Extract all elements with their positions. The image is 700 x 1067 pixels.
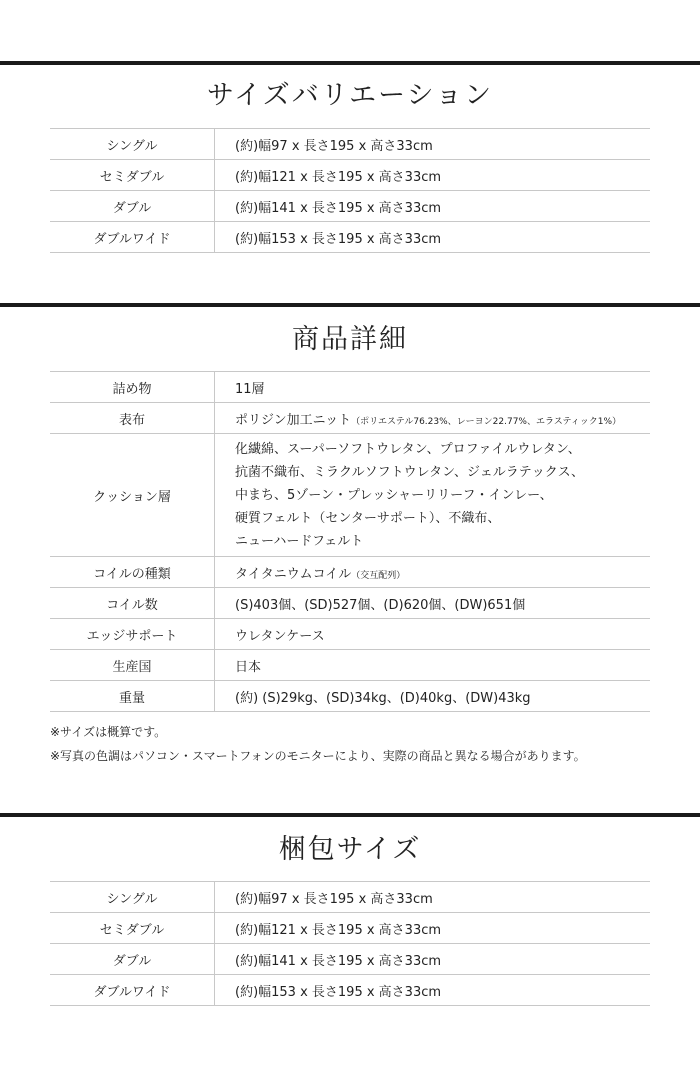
table-row: [50, 681, 650, 712]
table-row: [50, 557, 650, 588]
origin-value: 日本: [215, 650, 651, 681]
weight-label: 重量: [50, 681, 215, 712]
cushion-line: 硬質フェルト（センターサポート）、不織布、: [235, 510, 501, 526]
cover-label: 表布: [50, 403, 215, 434]
coil-type-note: （交互配列）: [351, 570, 406, 581]
edge-support-label: エッジサポート: [50, 619, 215, 650]
package-label: セミダブル: [50, 913, 215, 944]
cushion-line: 中まち、5ゾーン・プレッシャーリリーフ・インレー、: [235, 487, 553, 503]
table-row: [50, 650, 650, 681]
cover-note: （ポリエステル76.23%、レーヨン22.77%、エラスティック1%）: [351, 416, 622, 427]
table-row: [50, 975, 650, 1006]
package-value: (約)幅153 x 長さ195 x 高さ33cm: [215, 975, 651, 1006]
cushion-line: 化繊綿、スーパーソフトウレタン、プロファイルウレタン、: [235, 441, 581, 457]
table-row: [50, 191, 650, 222]
coil-count-value: (S)403個、(SD)527個、(D)620個、(DW)651個: [215, 588, 651, 619]
package-label: シングル: [50, 882, 215, 913]
size-value: (約)幅141 x 長さ195 x 高さ33cm: [215, 191, 651, 222]
package-value: (約)幅141 x 長さ195 x 高さ33cm: [215, 944, 651, 975]
table-row: [50, 588, 650, 619]
cover-text: ポリジン加工ニット: [235, 412, 352, 428]
package-size-title: 梱包サイズ: [278, 834, 422, 865]
color-note: ※写真の色調はパソコン・スマートフォンのモニターにより、実際の商品と異なる場合があります。: [50, 749, 586, 763]
filling-value: 11層: [215, 372, 651, 403]
product-details-table: [50, 371, 650, 712]
table-row: [50, 434, 650, 557]
filling-label: 詰め物: [50, 372, 215, 403]
size-label: ダブル: [50, 191, 215, 222]
coil-type-text: タイタニウムコイル: [235, 566, 352, 582]
table-row: [50, 944, 650, 975]
table-row: [50, 913, 650, 944]
section-divider: [0, 813, 700, 817]
size-note: ※サイズは概算です。: [50, 725, 167, 739]
size-label: ダブルワイド: [50, 222, 215, 253]
cushion-label: クッション層: [50, 434, 215, 557]
package-label: ダブルワイド: [50, 975, 215, 1006]
size-value: (約)幅97 x 長さ195 x 高さ33cm: [215, 129, 651, 160]
weight-value: (約) (S)29kg、(SD)34kg、(D)40kg、(DW)43kg: [215, 681, 651, 712]
size-label: シングル: [50, 129, 215, 160]
cushion-value: [215, 434, 651, 557]
section-divider: [0, 61, 700, 65]
section-divider: [0, 303, 700, 307]
table-row: [50, 222, 650, 253]
origin-label: 生産国: [50, 650, 215, 681]
table-row: [50, 160, 650, 191]
table-row: [50, 619, 650, 650]
cushion-line: ニューハードフェルト: [235, 533, 364, 549]
cushion-line: 抗菌不織布、ミラクルソフトウレタン、ジェルラテックス、: [235, 464, 585, 480]
package-value: (約)幅97 x 長さ195 x 高さ33cm: [215, 882, 651, 913]
package-size-table: [50, 881, 650, 1006]
package-value: (約)幅121 x 長さ195 x 高さ33cm: [215, 913, 651, 944]
size-value: (約)幅153 x 長さ195 x 高さ33cm: [215, 222, 651, 253]
table-row: [50, 129, 650, 160]
size-label: セミダブル: [50, 160, 215, 191]
coil-type-value: [215, 557, 651, 588]
size-variation-table: [50, 128, 650, 253]
product-details-title: 商品詳細: [292, 324, 408, 355]
edge-support-value: ウレタンケース: [215, 619, 651, 650]
coil-count-label: コイル数: [50, 588, 215, 619]
package-label: ダブル: [50, 944, 215, 975]
size-variation-title: サイズバリエーション: [206, 80, 494, 111]
table-row: [50, 882, 650, 913]
size-value: (約)幅121 x 長さ195 x 高さ33cm: [215, 160, 651, 191]
cover-value: [215, 403, 651, 434]
table-row: [50, 403, 650, 434]
table-row: [50, 372, 650, 403]
coil-type-label: コイルの種類: [50, 557, 215, 588]
